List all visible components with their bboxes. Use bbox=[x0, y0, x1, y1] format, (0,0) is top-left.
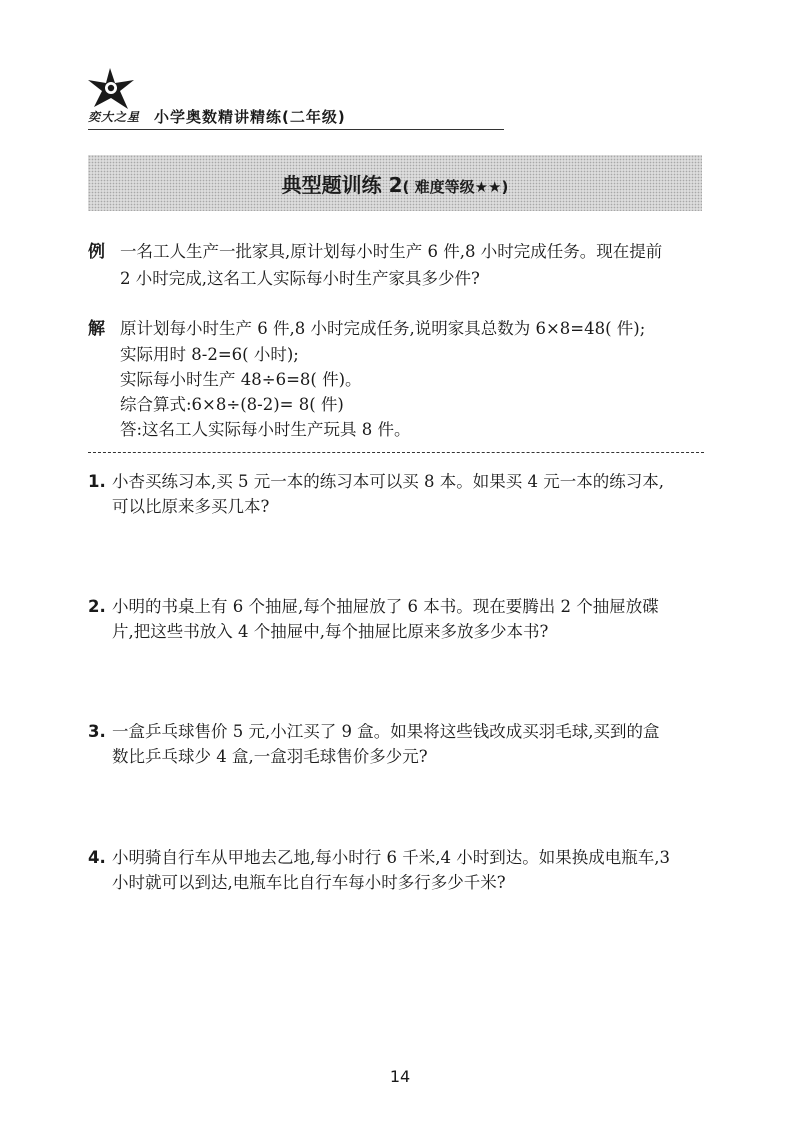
question-number: 1. bbox=[88, 472, 106, 491]
example-line: 2 小时完成,这名工人实际每小时生产家具多少件? bbox=[120, 269, 480, 288]
section-title bbox=[282, 169, 509, 198]
dashed-divider bbox=[88, 452, 704, 453]
star-logo-icon bbox=[84, 66, 140, 112]
question-line: 小时就可以到达,电瓶车比自行车每小时多行多少千米? bbox=[112, 873, 506, 892]
header-divider bbox=[88, 129, 504, 130]
question-line: 小杏买练习本,买 5 元一本的练习本可以买 8 本。如果买 4 元一本的练习本, bbox=[112, 472, 664, 491]
solution-line: 答:这名工人实际每小时生产玩具 8 件。 bbox=[120, 420, 411, 439]
question-line: 可以比原来多买几本? bbox=[112, 497, 270, 516]
example-line: 一名工人生产一批家具,原计划每小时生产 6 件,8 小时完成任务。现在提前 bbox=[120, 242, 663, 261]
solution-line: 实际用时 8-2=6( 小时); bbox=[120, 345, 299, 364]
question-line: 小明骑自行车从甲地去乙地,每小时行 6 千米,4 小时到达。如果换成电瓶车,3 bbox=[112, 848, 670, 867]
section-banner bbox=[88, 155, 702, 211]
question-line: 片,把这些书放入 4 个抽屉中,每个抽屉比原来多放多少本书? bbox=[112, 622, 549, 641]
book-title: 小学奥数精讲精练(二年级) bbox=[154, 108, 346, 126]
example-mark: 例 bbox=[88, 242, 105, 262]
question-number: 4. bbox=[88, 848, 106, 867]
solution-line: 综合算式:6×8÷(8-2)= 8( 件) bbox=[120, 395, 344, 414]
solution-line: 实际每小时生产 48÷6=8( 件)。 bbox=[120, 370, 362, 389]
solution-line: 原计划每小时生产 6 件,8 小时完成任务,说明家具总数为 6×8=48( 件); bbox=[120, 319, 646, 338]
question-number: 3. bbox=[88, 722, 106, 741]
question-line: 小明的书桌上有 6 个抽屉,每个抽屉放了 6 本书。现在要腾出 2 个抽屉放碟 bbox=[112, 597, 659, 616]
question-number: 2. bbox=[88, 597, 106, 616]
brand-name: 奕大之星 bbox=[88, 110, 141, 124]
question-line: 数比乒乓球少 4 盒,一盒羽毛球售价多少元? bbox=[112, 747, 428, 766]
solution-mark: 解 bbox=[88, 319, 105, 339]
section-title-main: 典型题训练 2 bbox=[281, 172, 403, 197]
page-number: 14 bbox=[389, 1067, 411, 1086]
difficulty-level: ( 难度等级★★) bbox=[402, 177, 509, 196]
question-line: 一盒乒乓球售价 5 元,小江买了 9 盒。如果将这些钱改成买羽毛球,买到的盒 bbox=[112, 722, 660, 741]
